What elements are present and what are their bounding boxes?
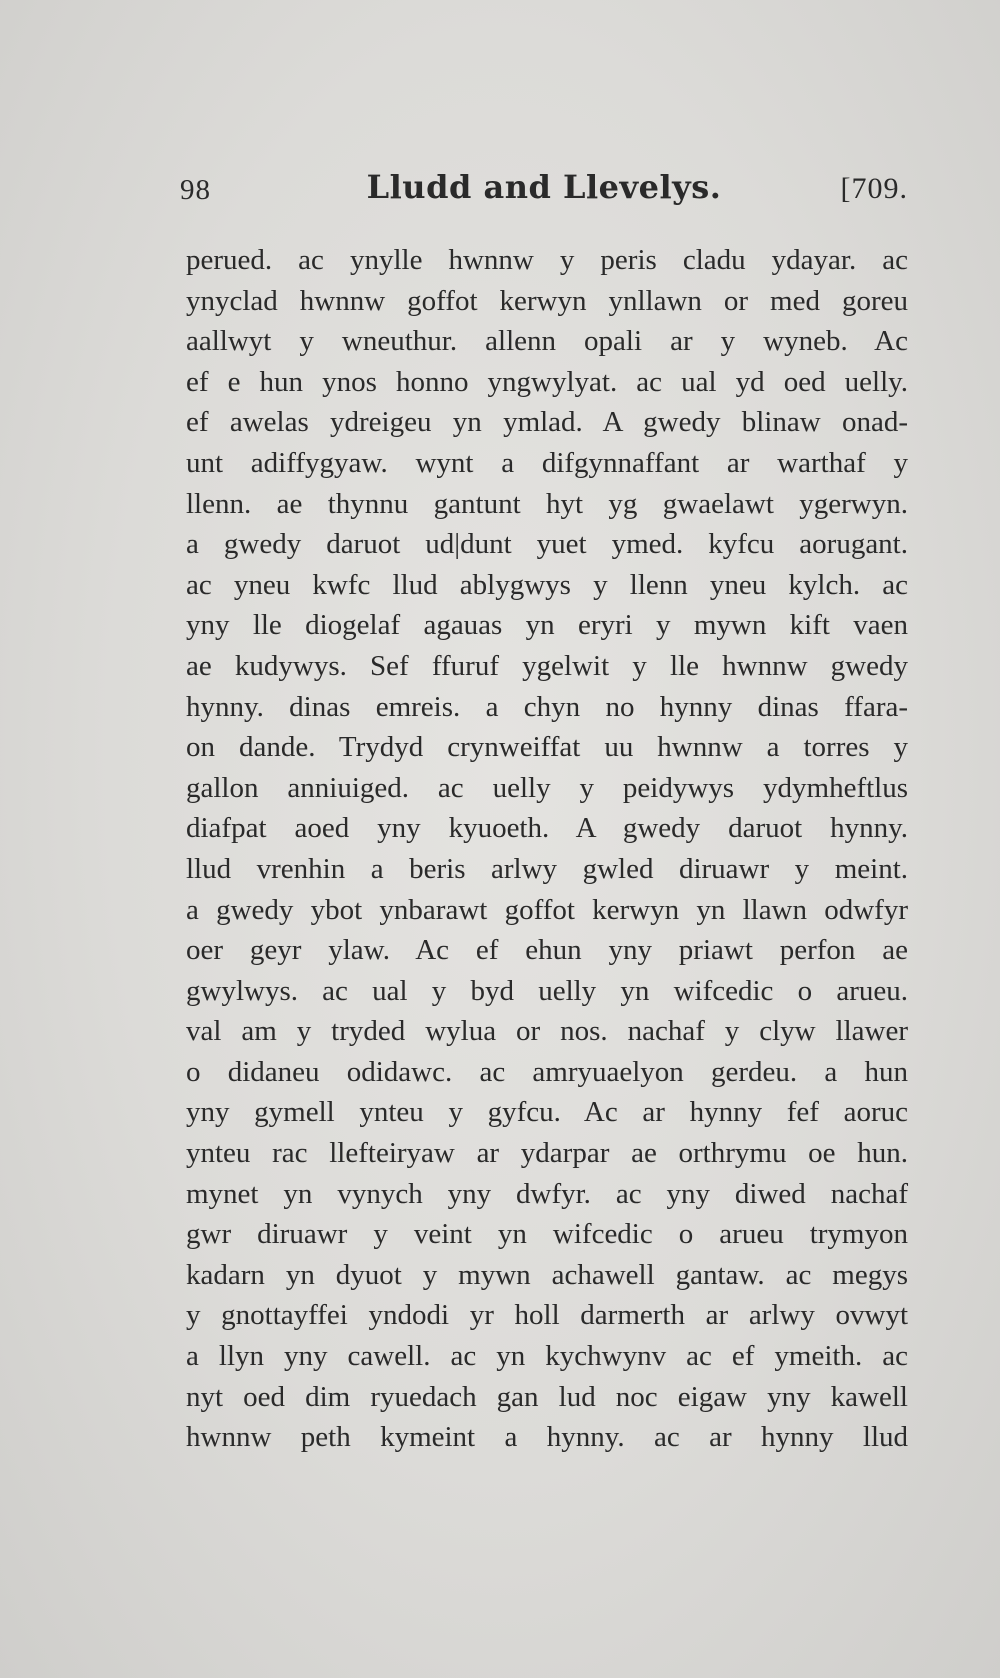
- text-line: ynteu rac llefteiryaw ar ydarpar ae orthrymu oe hun.: [186, 1137, 908, 1170]
- text-line: yny lle diogelaf agauas yn eryri y mywn kift vaen: [186, 609, 908, 642]
- text-line: llenn. ae thynnu gantunt hyt yg gwaelawt ygerwyn.: [186, 487, 908, 520]
- page-header: [180, 168, 908, 220]
- body-text: [186, 240, 908, 1458]
- text-line: yny gymell ynteu y gyfcu. Ac ar hynny fef aoruc: [186, 1096, 908, 1129]
- text-line: a llyn yny cawell. ac yn kychwynv ac ef ymeith. ac: [186, 1340, 908, 1373]
- text-line: ac yneu kwfc llud ablygwys y llenn yneu kylch. ac: [186, 568, 908, 601]
- text-line: val am y tryded wylua or nos. nachaf y clyw llawer: [186, 1015, 908, 1048]
- page-number: 98: [180, 174, 211, 206]
- text-line: on dande. Trydyd crynweiffat uu hwnnw a torres y: [186, 731, 908, 764]
- text-line: gwr diruawr y veint yn wifcedic o arueu trymyon: [186, 1218, 908, 1251]
- running-title: Lludd and Llevelys.: [366, 168, 722, 206]
- section-number: [709.: [840, 172, 908, 205]
- text-line: oer geyr ylaw. Ac ef ehun yny priawt perfon ae: [186, 934, 908, 967]
- text-line: gwylwys. ac ual y byd uelly yn wifcedic o arueu.: [186, 974, 908, 1007]
- text-line: a gwedy daruot ud|dunt yuet ymed. kyfcu aorugant.: [186, 528, 908, 561]
- text-line: ef e hun ynos honno yngwylyat. ac ual yd oed uelly.: [186, 365, 908, 398]
- text-line: unt adiffygyaw. wynt a difgynnaffant ar warthaf y: [186, 446, 908, 479]
- text-line: mynet yn vynych yny dwfyr. ac yny diwed nachaf: [186, 1177, 908, 1210]
- text-line: a gwedy ybot ynbarawt goffot kerwyn yn llawn odwfyr: [186, 893, 908, 926]
- text-line: llud vrenhin a beris arlwy gwled diruawr y meint.: [186, 852, 908, 885]
- text-line: nyt oed dim ryuedach gan lud noc eigaw yny kawell: [186, 1380, 908, 1413]
- text-line: aallwyt y wneuthur. allenn opali ar y wyneb. Ac: [186, 325, 908, 358]
- text-line: y gnottayffei yndodi yr holl darmerth ar arlwy ovwyt: [186, 1299, 908, 1332]
- text-line: ae kudywys. Sef ffuruf ygelwit y lle hwnnw gwedy: [186, 649, 908, 682]
- text-line: hwnnw peth kymeint a hynny. ac ar hynny llud: [186, 1421, 908, 1454]
- text-line: ef awelas ydreigeu yn ymlad. A gwedy blinaw onad-: [186, 406, 908, 439]
- text-line: ynyclad hwnnw goffot kerwyn ynllawn or med goreu: [186, 284, 908, 317]
- text-line: gallon anniuiged. ac uelly y peidywys ydymheftlus: [186, 771, 908, 804]
- text-line: diafpat aoed yny kyuoeth. A gwedy daruot hynny.: [186, 812, 908, 845]
- text-line: perued. ac ynylle hwnnw y peris cladu ydayar. ac: [186, 244, 908, 276]
- text-line: o didaneu odidawc. ac amryuaelyon gerdeu. a hun: [186, 1055, 908, 1088]
- text-line: hynny. dinas emreis. a chyn no hynny dinas ffara-: [186, 690, 908, 723]
- text-line: kadarn yn dyuot y mywn achawell gantaw. ac megys: [186, 1258, 908, 1291]
